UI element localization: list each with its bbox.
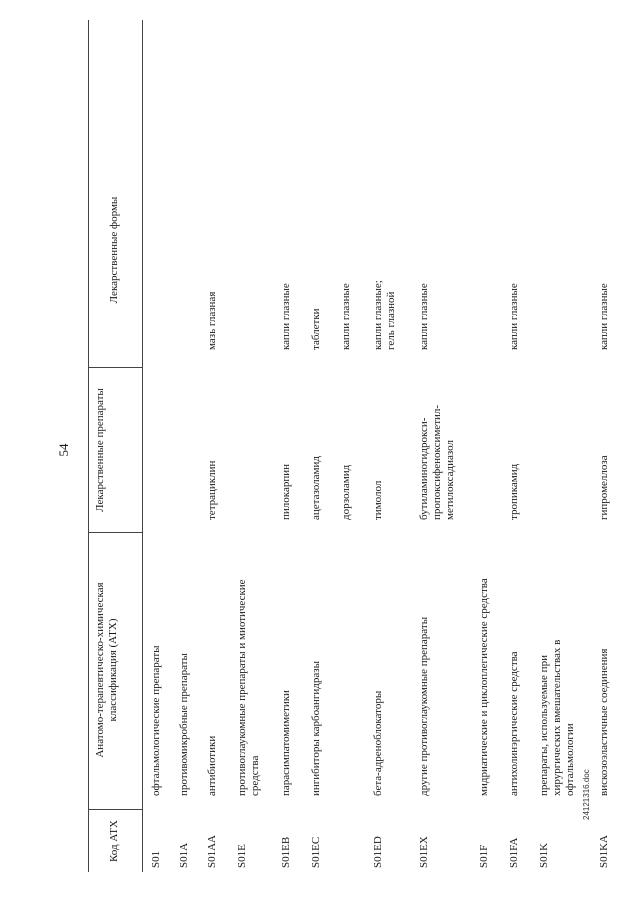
- row-preparation: бутиламиногидрокси-пропоксифеноксиметил-метилоксадиазол: [418, 404, 456, 520]
- row-classification: ингибиторы карбоангидразы: [310, 661, 322, 796]
- row-classification: другие противоглаукомные препараты: [418, 616, 430, 796]
- row-classification: антихолинэргические средства: [508, 651, 520, 796]
- table-top-rule: [88, 20, 89, 872]
- row-classification: препараты, используемые при хирургических вмешательствах в офтальмологии: [538, 639, 576, 796]
- header-forms: Лекарственные формы: [108, 196, 120, 304]
- page-number: 54: [56, 443, 71, 457]
- row-classification: бета-адреноблокаторы: [372, 690, 384, 796]
- row-code: S01K: [538, 842, 550, 868]
- row-code: S01A: [178, 842, 190, 868]
- rotated-document-page: [50, 20, 610, 880]
- header-classification: Анатомо-терапевтическо-химическая классификация (АТХ): [94, 582, 119, 758]
- row-classification: антибиотики: [206, 735, 218, 796]
- row-classification: противоглаукомные препараты и миотические средства: [236, 579, 261, 796]
- header-code: Код АТХ: [108, 820, 120, 862]
- row-preparation: пилокарпин: [280, 464, 292, 520]
- row-classification: парасимпатомиметики: [280, 690, 292, 796]
- row-form: капли глазные: [340, 283, 352, 350]
- row-code: S01EX: [418, 836, 430, 868]
- row-code: S01EB: [280, 836, 292, 868]
- row-code: S01KA: [598, 834, 610, 868]
- row-form: таблетки: [310, 308, 322, 350]
- row-classification: офтальмологические препараты: [150, 645, 162, 796]
- row-preparation: дорзоламид: [340, 464, 352, 520]
- row-preparation: тропикамид: [508, 463, 520, 520]
- row-code: S01: [150, 850, 162, 868]
- header-preparations: Лекарственные препараты: [94, 388, 106, 512]
- row-classification: противомикробные препараты: [178, 653, 190, 796]
- row-form: капли глазные: [598, 283, 610, 350]
- row-code: S01EC: [310, 836, 322, 868]
- row-form: капли глазные: [508, 283, 520, 350]
- row-preparation: тимолол: [372, 480, 384, 520]
- row-form: капли глазные: [418, 283, 430, 350]
- row-preparation: тетрациклин: [206, 460, 218, 520]
- row-form: капли глазные: [280, 283, 292, 350]
- row-preparation: гипромеллоза: [598, 455, 610, 520]
- row-preparation: ацетазоламид: [310, 456, 322, 520]
- header-divider-3: [88, 367, 142, 368]
- table-header-rule: [142, 20, 143, 872]
- row-code: S01FA: [508, 837, 520, 868]
- row-classification: мидриатические и циклоплегические средства: [478, 578, 490, 796]
- row-code: S01E: [236, 844, 248, 868]
- footer-filename: 24121316.doc: [582, 769, 591, 820]
- row-form: мазь глазная: [206, 291, 218, 350]
- row-classification: вискозоэластичные соединения: [598, 648, 610, 796]
- row-code: S01ED: [372, 836, 384, 868]
- header-divider-2: [88, 532, 142, 533]
- row-code: S01F: [478, 844, 490, 868]
- row-code: S01AA: [206, 834, 218, 868]
- row-form: капли глазные; гель глазной: [372, 280, 397, 350]
